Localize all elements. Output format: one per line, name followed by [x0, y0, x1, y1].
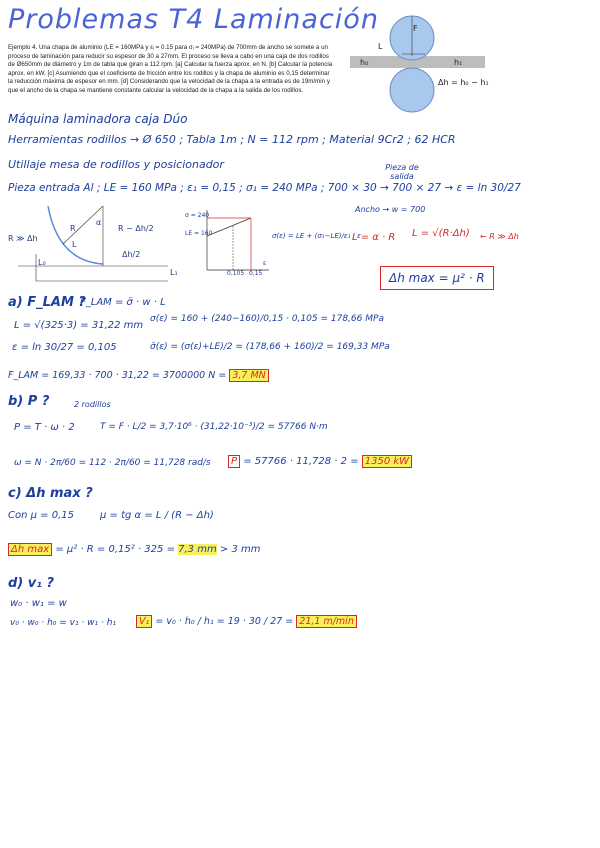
- part-c-result-row: [8, 544, 261, 555]
- part-c-dh-compare: > 3 mm: [219, 544, 261, 555]
- part-b-omega: ω = N · 2π/60 = 112 · 2π/60 = 11,728 rad/s: [14, 458, 211, 468]
- graph-label-240: σ = 240: [185, 212, 210, 219]
- stress-strain-graph: [185, 208, 270, 280]
- part-b-header: b) P ?: [8, 394, 50, 409]
- formula-sigma: σ(ε) = LE + (σ₁−LE)/ε₁ · ε: [272, 232, 361, 240]
- page-title: Problemas T4 Laminación: [8, 4, 379, 35]
- graph-label-eps: ε: [263, 260, 267, 267]
- part-a-result-text: F_LAM = 169,33 · 700 · 31,22 = 3700000 N =: [8, 370, 227, 381]
- part-d-line2: v₀ · w₀ · h₀ = v₁ · w₁ · h₁: [10, 618, 117, 628]
- part-a-result: 3,7 MN: [229, 369, 268, 382]
- formula-L: L = α · R: [352, 232, 396, 243]
- roll-figure: [350, 14, 489, 114]
- part-c-dh-label: Δh max: [8, 543, 52, 556]
- part-a-sigma-bar: σ̄(ε) = (σ(ε)+LE)/2 = (178,66 + 160)/2 = 169,33 MPa: [150, 342, 390, 352]
- tools-line: Herramientas rodillos → Ø 650 ; Tabla 1m ; N = 112 rpm ; Material 9Cr2 ; 62 HCR: [8, 133, 456, 146]
- geometry-diagram: [8, 206, 178, 286]
- part-a-result-expr: [8, 370, 269, 381]
- part-d-v1-expr: = v₀ · h₀ / h₁ = 19 · 30 / 27 =: [155, 616, 294, 627]
- fig-label-h1: h₁: [454, 58, 463, 67]
- geo-label-dh2: Δh/2: [122, 250, 141, 259]
- geo-label-L0: L₀: [38, 258, 46, 267]
- part-a-sigma: σ(ε) = 160 + (240−160)/0,15 · 0,105 = 178,66 MPa: [150, 314, 384, 324]
- problem-statement: [8, 44, 333, 96]
- part-a-eps: ε = ln 30/27 = 0,105: [12, 342, 117, 353]
- part-b-result: 1350 kW: [362, 455, 412, 468]
- graph-label-0105: 0,105: [227, 270, 245, 277]
- formula-L2: L = √(R·Δh): [412, 228, 470, 239]
- part-a-L: L = √(325·3) = 31,22 mm: [14, 320, 144, 331]
- part-d-header: d) v₁ ?: [8, 576, 55, 591]
- part-b-P: P = T · ω · 2: [14, 422, 75, 433]
- statement-text: Ejemplo 4. Una chapa de aluminio (LE = 160MPa y εᵢ = 0.15 para σᵢ = 240MPa) de 700mm de ancho se somete a un proceso de laminación para reducir su espesor de 30 a 27mm. El proceso se lleva a cabo en una caja de dos rodillos de Ø650mm de diámetro y 1m de tabla que giran a 112 rpm. [a] Calcular la fuerza aprox. en N. [b] Calcular la potencia aprox. en kW. [c] Asumiendo que el coeficiente de fricción entre los rodillos y la chapa de aluminio es 0,15 determinar la reducción máxima de espesor en mm. [d] Considerando que la velocidad de la chapa a la entrada es de 19m/min y que el ancho de la chapa se mantiene constante calcular la velocidad de la chapa a la salida de los rodillos.: [8, 44, 333, 94]
- part-d-v1-label: V₁: [136, 615, 152, 628]
- geo-label-L1: L₁: [170, 268, 178, 277]
- geo-label-rdh: R ≫ Δh: [8, 234, 38, 243]
- fig-label-L: L: [378, 42, 383, 51]
- part-d-line1: w₀ · w₁ = w: [10, 598, 67, 609]
- part-a-formula: F_LAM = σ̄ · w · L: [80, 297, 166, 308]
- part-c-mu-formula: μ = tg α = L / (R − Δh): [100, 510, 214, 521]
- geo-label-R: R: [70, 224, 76, 233]
- part-c-dh-result: 7,3 mm: [178, 544, 217, 555]
- part-a-header: a) F_LAM ?: [8, 295, 86, 310]
- part-c-header: c) Δh max ?: [8, 486, 93, 501]
- part-d-result-row: [136, 616, 357, 627]
- part-b-T: T = F · L/2 = 3,7·10⁶ · (31,22·10⁻³)/2 = 57766 N·m: [100, 422, 328, 432]
- part-b-note: 2 rodillos: [74, 400, 111, 409]
- width-note: Ancho → w = 700: [355, 205, 426, 214]
- tooling-line: Utillaje mesa de rodillos y posicionador: [8, 158, 224, 171]
- part-b-result-expr: = 57766 · 11,728 · 2 =: [243, 456, 359, 467]
- piece-in-line: Pieza entrada Al ; LE = 160 MPa ; ε₁ = 0,15 ; σ₁ = 240 MPa ; 700 × 30 → 700 × 27 → ε = ln 30/27: [8, 182, 521, 194]
- geo-label-alpha: α: [96, 218, 102, 227]
- fig-label-h0: h₀: [360, 58, 369, 67]
- dh-max-formula: Δh max = μ² · R: [380, 266, 494, 290]
- geo-label-rdh2: R − Δh/2: [118, 224, 154, 233]
- machine-line: Máquina laminadora caja Dúo: [8, 112, 188, 126]
- fig-label-F: F: [413, 24, 418, 33]
- part-b-result-row: [228, 456, 412, 467]
- formula-note: ← R ≫ Δh: [480, 232, 519, 241]
- part-c-dh-expr: = μ² · R = 0,15² · 325 =: [55, 544, 175, 555]
- geo-label-L: L: [72, 240, 77, 249]
- part-d-v1-result: 21,1 m/min: [296, 615, 357, 628]
- piece-out-label: Pieza de salida: [385, 163, 419, 181]
- geometry-svg: [8, 206, 178, 286]
- graph-label-160: LE = 160: [185, 230, 213, 237]
- graph-label-015: 0,15: [249, 270, 263, 277]
- part-c-mu: Con μ = 0,15: [8, 510, 74, 521]
- part-b-P-label: P: [228, 455, 240, 468]
- fig-label-dh: Δh = h₀ − h₁: [438, 78, 489, 87]
